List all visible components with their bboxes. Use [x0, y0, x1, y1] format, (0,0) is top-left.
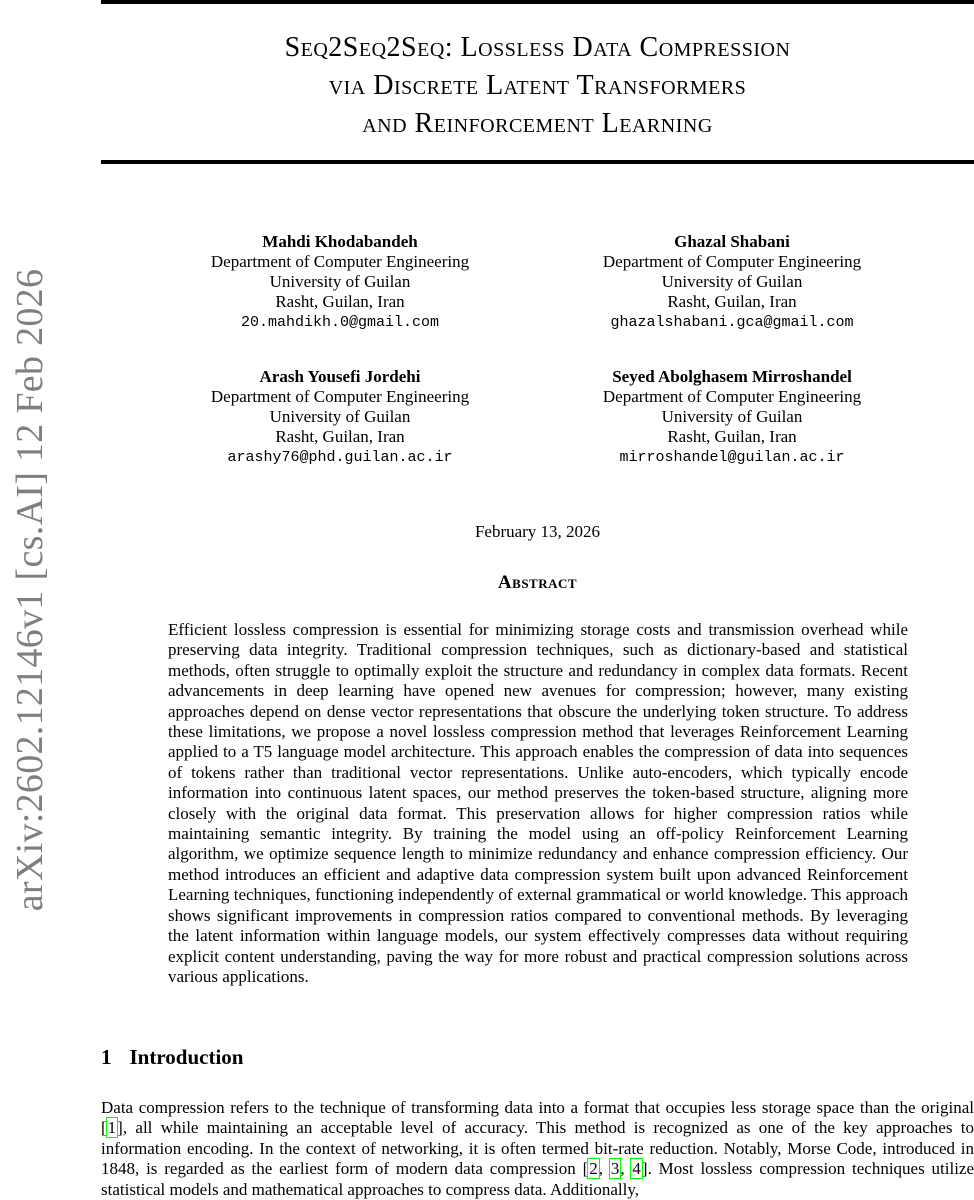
author-university: University of Guilan — [269, 272, 411, 291]
citation-link[interactable]: 4 — [632, 1159, 641, 1179]
intro-text: Data compression refers to the technique of transforming data into a format that occupies less storage space than the original — [101, 1098, 974, 1117]
author-block-1 — [170, 232, 510, 334]
author-email: 20.mahdikh.0@gmail.com — [240, 314, 440, 331]
citation-link[interactable]: 2 — [589, 1159, 598, 1179]
introduction-heading — [101, 1045, 243, 1070]
intro-text: . Most lossless compression techniques utilize statistical models and mathematical approaches to compress data. Additionally, — [101, 1159, 974, 1199]
introduction-paragraph: Data compression refers to the technique of transforming data into a format that occupies less storage space than the original [1], all while maintaining an acceptable level of accuracy. This method is recognized as one of the key approaches to information encoding. In the context of networking, it is often termed bit-rate reduction. Notably, Morse Code, introduced in 1848, is regarded as the earliest form of modern data compression [2, 3, 4]. Most lossless compression techniques utilize statistical models and mathematical approaches to compress data. Additionally, — [101, 1098, 974, 1199]
author-name: Seyed Abolghasem Mirroshandel — [612, 367, 852, 386]
title-line-1: Seq2Seq2Seq: Lossless Data Compression — [284, 32, 791, 63]
author-name: Mahdi Khodabandeh — [262, 232, 418, 251]
title-bottom-rule — [101, 160, 974, 164]
title-line-3: and Reinforcement Learning — [362, 108, 713, 139]
author-university: University of Guilan — [661, 272, 803, 291]
author-department: Department of Computer Engineering — [210, 252, 470, 271]
author-university: University of Guilan — [269, 407, 411, 426]
intro-text: , all while maintaining an acceptable level of accuracy. This method is recognized as one of the key approaches to information encoding. In the context of networking, it is often termed bit-rate reduction. Notably, Morse Code, introduced in 1848, is regarded as the earliest form of modern data compression — [101, 1118, 974, 1179]
author-department: Department of Computer Engineering — [210, 387, 470, 406]
author-location: Rasht, Guilan, Iran — [667, 292, 797, 311]
author-block-3 — [170, 367, 510, 469]
author-email: ghazalshabani.gca@gmail.com — [610, 314, 854, 331]
author-name: Ghazal Shabani — [674, 232, 790, 251]
arxiv-id-text: arXiv:2602.12146v1 [cs.AI] 12 Feb 2026 — [9, 268, 51, 912]
arxiv-identifier-stamp — [0, 0, 60, 1200]
section-title: Introduction — [129, 1045, 244, 1069]
publication-date: February 13, 2026 — [474, 522, 601, 541]
author-location: Rasht, Guilan, Iran — [275, 427, 405, 446]
author-location: Rasht, Guilan, Iran — [667, 427, 797, 446]
author-email: arashy76@phd.guilan.ac.ir — [227, 449, 453, 466]
author-department: Department of Computer Engineering — [602, 387, 862, 406]
author-block-2 — [562, 232, 902, 334]
abstract-heading: Abstract — [497, 572, 578, 593]
section-number: 1 — [101, 1045, 112, 1069]
citation-link[interactable]: 3 — [610, 1159, 620, 1179]
author-email: mirroshandel@guilan.ac.ir — [619, 449, 845, 466]
author-department: Department of Computer Engineering — [602, 252, 862, 271]
author-university: University of Guilan — [661, 407, 803, 426]
author-location: Rasht, Guilan, Iran — [275, 292, 405, 311]
title-line-2: via Discrete Latent Transformers — [328, 70, 747, 101]
paper-title — [101, 29, 974, 143]
citation-link[interactable]: 1 — [107, 1118, 117, 1138]
author-name: Arash Yousefi Jordehi — [259, 367, 421, 386]
citation-separator: , — [620, 1159, 632, 1179]
author-block-4 — [562, 367, 902, 469]
citation-separator: , — [598, 1159, 610, 1179]
abstract-text: Efficient lossless compression is essential for minimizing storage costs and transmission overhead while preserving data integrity. Traditional compression techniques, such as dictionary-based and statistical methods, often struggle to optimally exploit the structure and redundancy in complex data formats. Recent advancements in deep learning have opened new avenues for compression; however, many existing approaches depend on dense vector representations that obscure the underlying token structure. To address these limitations, we propose a novel lossless compression method that leverages Reinforcement Learning applied to a T5 language model architecture. This approach enables the compression of data into sequences of tokens rather than traditional vector representations. Unlike auto-encoders, which typically encode information into continuous latent spaces, our method preserves the token-based structure, aligning more closely with the original data format. This preservation allows for higher compression ratios while maintaining semantic integrity. By training the model using an off-policy Reinforcement Learning algorithm, we optimize sequence length to minimize redundancy and enhance compression efficiency. Our method introduces an efficient and adaptive data compression system built upon advanced Reinforcement Learning techniques, functioning independently of external grammatical or world knowledge. This approach shows significant improvements in compression ratios compared to conventional methods. By leveraging the latent information within language models, our system effectively compresses data without requiring explicit content understanding, paving the way for more robust and practical compression solutions across various applications. — [168, 620, 908, 986]
title-top-rule — [101, 0, 974, 4]
